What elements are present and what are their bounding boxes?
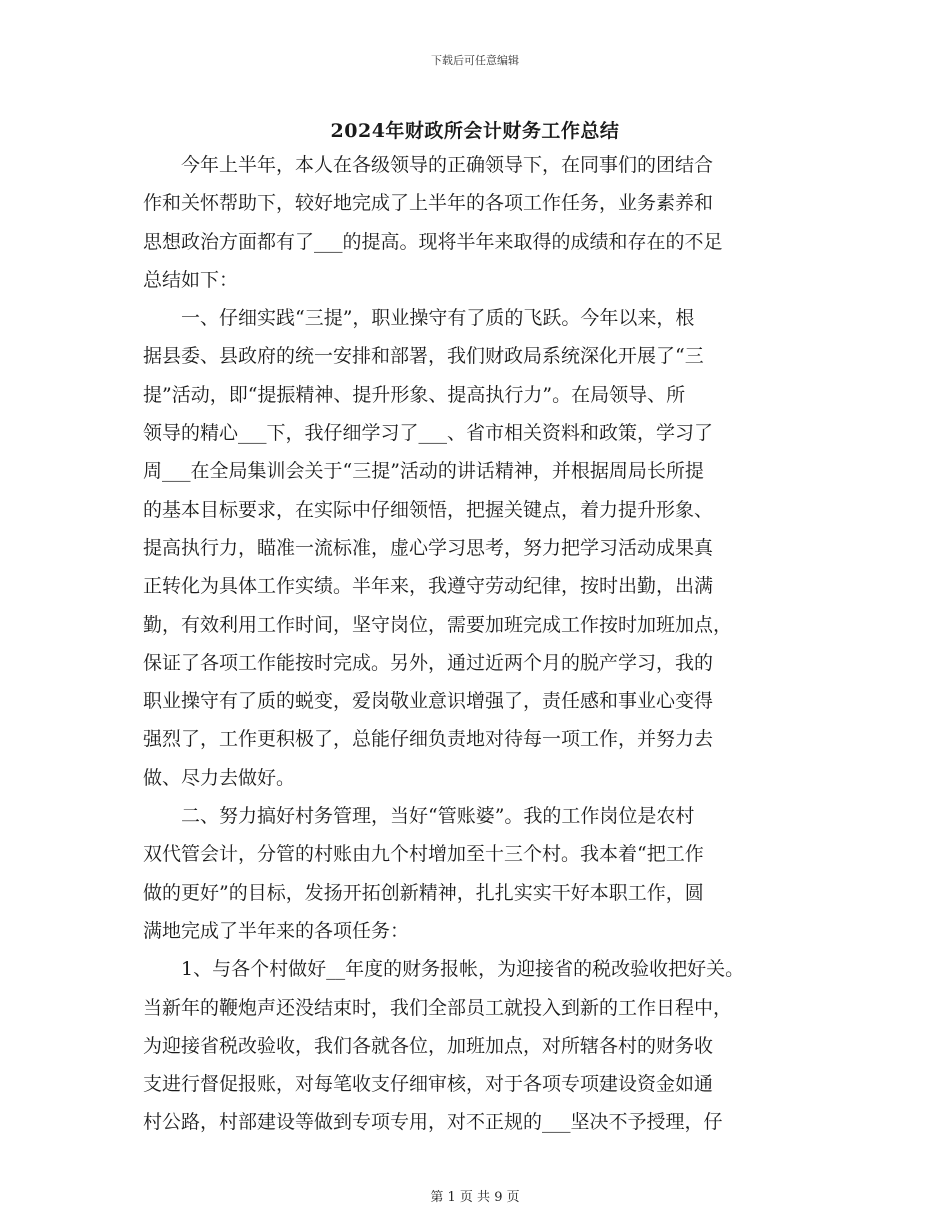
body-line: 领导的精心___下，我仔细学习了___、省市相关资料和政策，学习了 [143,422,714,445]
body-line: 作和关怀帮助下，较好地完成了上半年的各项工作任务，业务素养和 [143,192,714,215]
body-line: 今年上半年，本人在各级领导的正确领导下，在同事们的团结合 [181,154,714,176]
body-line: 总结如下： [143,268,239,291]
body-line: 一、仔细实践“三提”，职业操守有了质的飞跃。今年以来，根 [181,307,695,330]
body-line: 村公路，村部建设等做到专项专用，对不正规的___坚决不予授理，仔 [143,1111,723,1134]
body-line: 提高执行力，瞄准一流标准，虚心学习思考，努力把学习活动成果真 [143,536,714,559]
body-line: 做、尽力去做好。 [143,766,296,789]
body-line: 保证了各项工作能按时完成。另外，通过近两个月的脱产学习，我的 [143,651,714,674]
document-body [143,146,833,1142]
body-line: 支进行督促报账，对每笔收支仔细审核，对于各项专项建设资金如通 [143,1073,714,1096]
body-line: 职业操守有了质的蜕变，爱岗敬业意识增强了，责任感和事业心变得 [143,690,714,713]
page-header-note: 下载后可任意编辑 [431,54,519,67]
body-line: 思想政治方面都有了___的提高。现将半年来取得的成绩和存在的不足 [143,230,723,253]
body-line: 据县委、县政府的统一安排和部署，我们财政局系统深化开展了“三 [143,345,704,368]
document-title: 2024年财政所会计财务工作总结 [330,120,620,142]
body-line: 正转化为具体工作实绩。半年来，我遵守劳动纪律，按时出勤，出满 [143,575,714,598]
body-line: 强烈了，工作更积极了，总能仔细负责地对待每一项工作，并努力去 [143,728,714,751]
body-line: 提”活动，即“提振精神、提升形象、提高执行力”。在局领导、所 [143,383,686,406]
body-line: 当新年的鞭炮声还没结束时，我们全部员工就投入到新的工作日程中， [143,996,733,1019]
body-line: 二、努力搞好村务管理，当好“管账婆”。我的工作岗位是农村 [181,805,695,828]
body-line: 为迎接省税改验收，我们各就各位，加班加点，对所辖各村的财务收 [143,1034,714,1057]
body-line: 双代管会计，分管的村账由九个村增加至十三个村。我本着“把工作 [143,843,704,866]
body-line: 周___在全局集训会关于“三提”活动的讲话精神，并根据周局长所提 [143,460,704,483]
body-line: 满地完成了半年来的各项任务： [143,919,410,942]
body-line: 1、与各个村做好__年度的财务报帐，为迎接省的税改验收把好关。 [181,958,745,981]
body-line: 勤，有效利用工作时间，坚守岗位，需要加班完成工作按时加班加点， [143,613,733,636]
page-footer-pagination: 第 1 页 共 9 页 [430,1190,520,1205]
body-line: 做的更好”的目标，发扬开拓创新精神，扎扎实实干好本职工作，圆 [143,881,704,904]
body-line: 的基本目标要求，在实际中仔细领悟，把握关键点，着力提升形象、 [143,498,714,521]
